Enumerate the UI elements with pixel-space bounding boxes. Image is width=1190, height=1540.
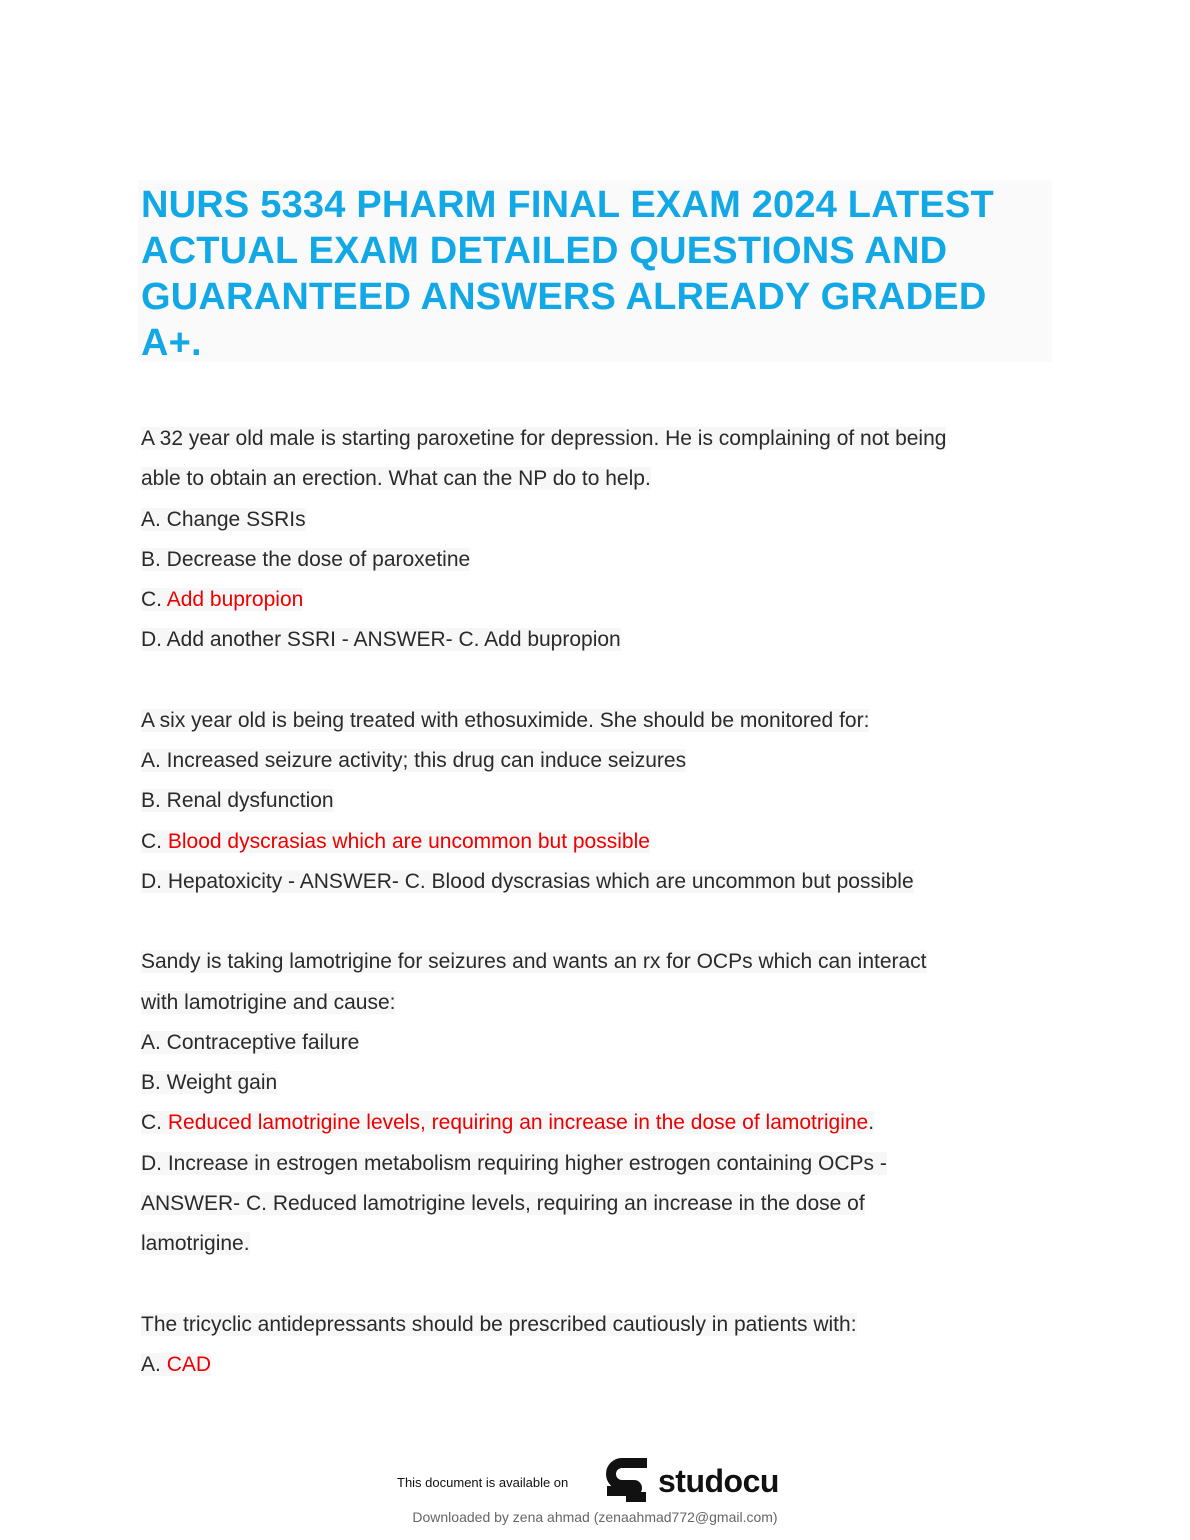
option-d: D. Hepatoxicity - ANSWER- C. Blood dyscrasias which are uncommon but possible — [141, 869, 914, 893]
option-a: A. Increased seizure activity; this drug can induce seizures — [141, 749, 687, 773]
option-d: D. Add another SSRI - ANSWER- C. Add bupropion — [141, 628, 621, 652]
studocu-logo[interactable] — [606, 1457, 779, 1505]
correct-answer: CAD — [166, 1352, 212, 1376]
correct-answer: Blood dyscrasias which are uncommon but possible — [167, 829, 650, 853]
studocu-logo-icon — [606, 1457, 652, 1505]
studocu-logo-text: studocu — [658, 1462, 779, 1499]
option-d-continued: lamotrigine. — [141, 1232, 250, 1256]
question-1 — [141, 419, 1051, 661]
option-c — [141, 830, 650, 853]
option-prefix: A. — [141, 1352, 167, 1376]
option-prefix: C. — [141, 829, 168, 853]
question-4 — [141, 1305, 1051, 1386]
footer-downloaded-by: Downloaded by zena ahmad (zenaahmad772@gmail.com) — [412, 1509, 778, 1525]
question-2 — [141, 701, 1051, 902]
question-3 — [141, 942, 1051, 1264]
option-a: A. Change SSRIs — [141, 507, 306, 531]
option-prefix: C. — [141, 588, 167, 612]
question-stem: A 32 year old male is starting paroxetine for depression. He is complaining of not being — [141, 427, 947, 450]
option-b: B. Renal dysfunction — [141, 789, 334, 813]
correct-answer: Add bupropion — [166, 588, 304, 612]
question-stem: Sandy is taking lamotrigine for seizures and wants an rx for OCPs which can interact — [141, 950, 927, 974]
option-suffix: . — [868, 1111, 875, 1135]
option-a — [141, 1353, 211, 1376]
option-d: D. Increase in estrogen metabolism requiring higher estrogen containing OCPs - — [141, 1151, 887, 1175]
document-body — [141, 419, 1051, 1385]
question-stem: The tricyclic antidepressants should be prescribed cautiously in patients with: — [141, 1312, 857, 1336]
footer-availability-text: This document is available on — [397, 1475, 569, 1490]
option-b: B. Weight gain — [141, 1071, 278, 1095]
option-a: A. Contraceptive failure — [141, 1030, 360, 1054]
title-block — [138, 180, 1052, 362]
question-stem: able to obtain an erection. What can the NP do to help. — [141, 467, 651, 491]
option-c — [141, 588, 303, 611]
option-c — [141, 1111, 874, 1134]
option-prefix: C. — [141, 1111, 168, 1135]
correct-answer: Reduced lamotrigine levels, requiring an increase in the dose of lamotrigine — [167, 1111, 869, 1135]
question-stem: A six year old is being treated with ethosuximide. She should be monitored for: — [141, 708, 870, 732]
option-b: B. Decrease the dose of paroxetine — [141, 547, 471, 571]
question-stem: with lamotrigine and cause: — [141, 990, 396, 1014]
document-title: NURS 5334 PHARM FINAL EXAM 2024 LATEST ACTUAL EXAM DETAILED QUESTIONS AND GUARANTEED ANSWERS ALREADY GRADED A+. — [141, 184, 994, 364]
option-d-continued: ANSWER- C. Reduced lamotrigine levels, requiring an increase in the dose of — [141, 1192, 865, 1216]
